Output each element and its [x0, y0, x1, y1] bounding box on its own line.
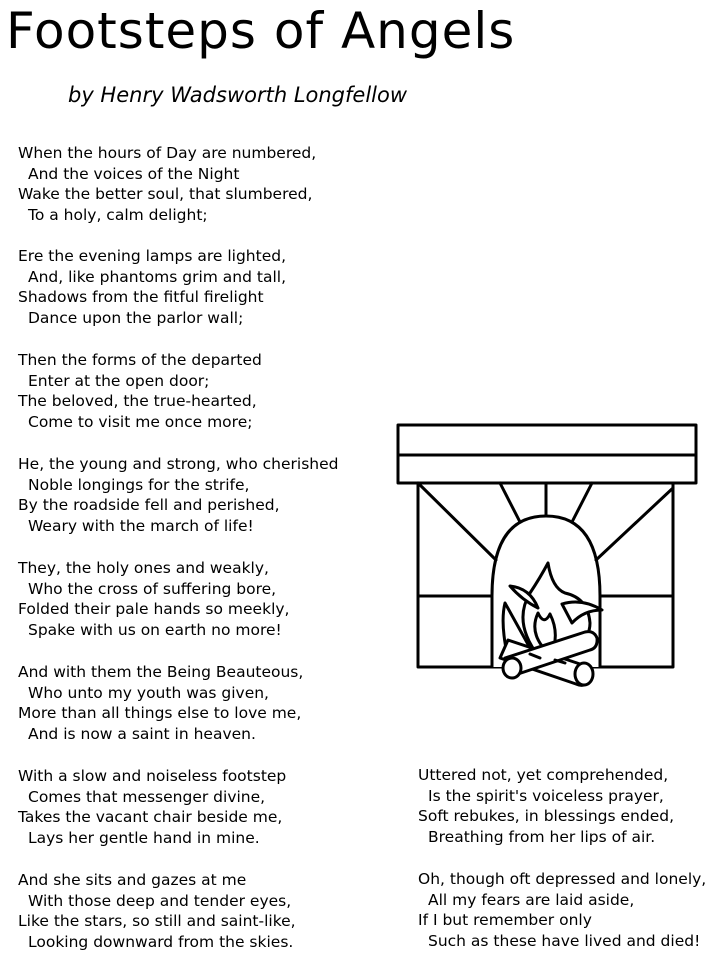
poem-line: To a holy, calm delight;	[28, 206, 208, 225]
poem-line: Noble longings for the strife,	[28, 475, 250, 494]
poem-line: And she sits and gazes at me	[18, 871, 247, 889]
poem-line: Who unto my youth was given,	[28, 683, 269, 702]
fireplace-icon	[390, 418, 710, 690]
stanza-7	[18, 766, 286, 849]
stanza-5	[18, 558, 289, 641]
poem-line: He, the young and strong, who cherished	[18, 455, 339, 473]
poem-line: Ere the evening lamps are lighted,	[18, 247, 287, 265]
poem-line: If I but remember only	[418, 911, 592, 930]
stanza-9	[418, 765, 674, 848]
poem-line: Dance upon the parlor wall;	[28, 309, 244, 328]
poem-line: More than all things else to love me,	[18, 704, 302, 723]
poem-line: Wake the better soul, that slumbered,	[18, 185, 313, 204]
stanza-2	[18, 246, 286, 329]
stanza-1	[18, 143, 316, 226]
poem-line: Uttered not, yet comprehended,	[418, 766, 669, 784]
poem-line: Is the spirit's voiceless prayer,	[428, 786, 664, 805]
poem-line: Like the stars, so still and saint-like,	[18, 912, 296, 931]
poem-line: Who the cross of suffering bore,	[28, 579, 277, 598]
poem-line: And, like phantoms grim and tall,	[28, 267, 287, 286]
poem-line: All my fears are laid aside,	[428, 890, 635, 909]
poem-line: Comes that messenger divine,	[28, 787, 266, 806]
poem-line: Such as these have lived and died!	[428, 932, 701, 951]
poem-line: With those deep and tender eyes,	[28, 891, 292, 910]
poem-line: Come to visit me once more;	[28, 413, 253, 432]
poem-line: Oh, though oft depressed and lonely,	[418, 870, 707, 888]
poem-line: And is now a saint in heaven.	[28, 725, 256, 744]
poem-line: When the hours of Day are numbered,	[18, 144, 317, 162]
poem-title: Footsteps of Angels	[6, 2, 516, 60]
stanza-6	[18, 662, 303, 745]
poem-author: by Henry Wadsworth Longfellow	[68, 83, 408, 107]
poem-line: With a slow and noiseless footstep	[18, 767, 287, 785]
poem-line: Soft rebukes, in blessings ended,	[418, 807, 674, 826]
stanza-8	[18, 870, 296, 953]
poem-line: Folded their pale hands so meekly,	[18, 600, 290, 619]
poem-line: By the roadside fell and perished,	[18, 496, 280, 515]
stanza-10	[418, 869, 706, 952]
poem-line: Looking downward from the skies.	[28, 933, 294, 952]
poem-line: Enter at the open door;	[28, 371, 210, 390]
poem-line: Breathing from her lips of air.	[428, 828, 656, 847]
poem-line: They, the holy ones and weakly,	[18, 559, 269, 577]
poem-line: Then the forms of the departed	[18, 351, 262, 369]
poem-line: Lays her gentle hand in mine.	[28, 829, 260, 848]
poem-line: Shadows from the fitful firelight	[18, 288, 264, 307]
poem-line: And the voices of the Night	[28, 164, 240, 183]
stanza-3	[18, 350, 262, 433]
poem-line: The beloved, the true-hearted,	[18, 392, 257, 411]
stanza-4	[18, 454, 339, 537]
poem-line: And with them the Being Beauteous,	[18, 663, 304, 681]
poem-line: Weary with the march of life!	[28, 517, 254, 536]
poem-line: Takes the vacant chair beside me,	[18, 808, 283, 827]
poem-line: Spake with us on earth no more!	[28, 621, 282, 640]
